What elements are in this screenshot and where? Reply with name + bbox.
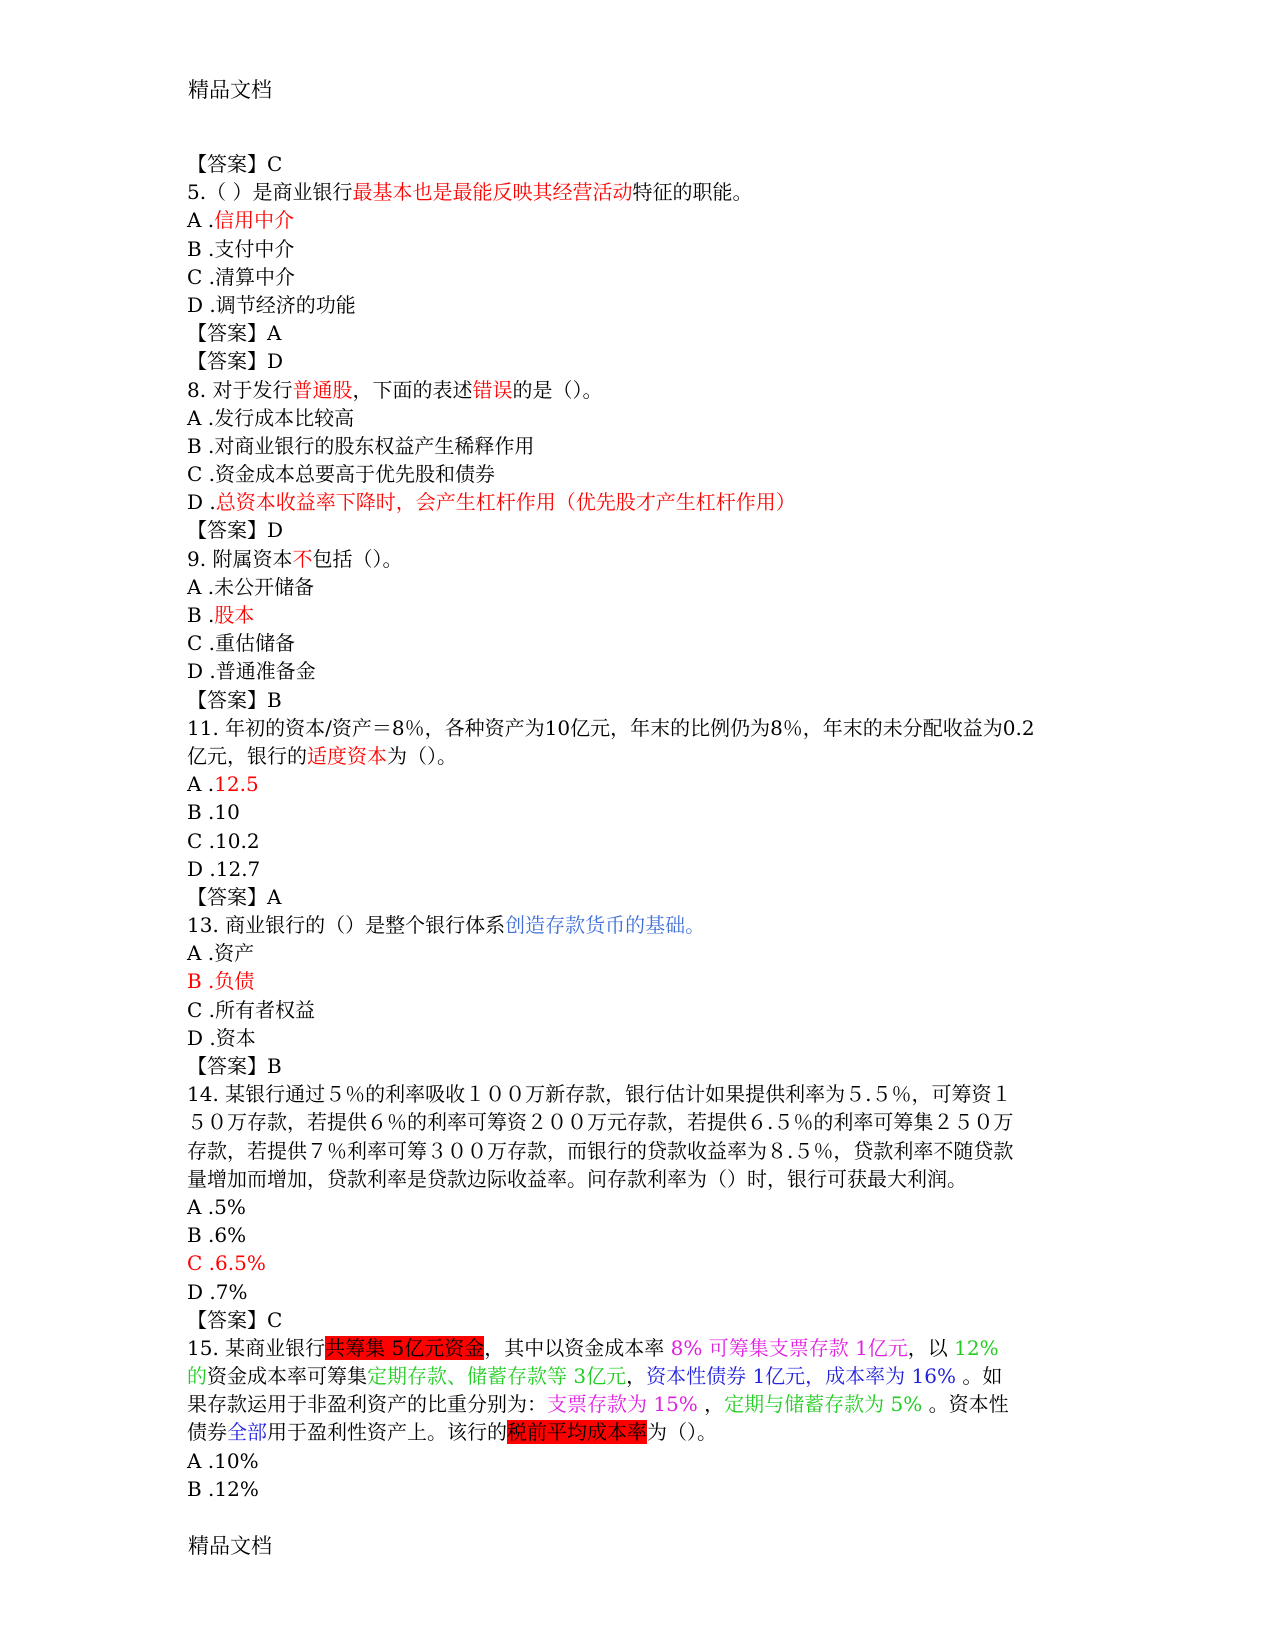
- text-line: [187, 911, 1092, 939]
- text-segment: 总资本收益率下降时，会产生杠杆作用（优先股才产生杠杆作用）: [215, 490, 796, 515]
- text-segment: A .10%: [187, 1448, 259, 1473]
- text-segment: 【答案】D: [187, 349, 284, 374]
- text-line: [187, 967, 1092, 995]
- text-segment: 12%: [954, 1335, 999, 1360]
- text-segment: ，以: [907, 1335, 955, 1360]
- text-segment: 普通股: [292, 377, 353, 402]
- text-segment: 14. 某银行通过５％的利率吸收１００万新存款，银行估计如果提供利率为５.５％，可筹资１: [187, 1082, 1012, 1107]
- text-line: [187, 1447, 1092, 1475]
- text-line: [187, 516, 1092, 544]
- text-segment: A .5%: [187, 1194, 246, 1219]
- text-segment: D .普通准备金: [187, 659, 316, 684]
- text-segment: 为（）。: [387, 743, 457, 768]
- text-line: [187, 460, 1092, 488]
- text-segment: 债券: [187, 1420, 227, 1445]
- text-line: [187, 883, 1092, 911]
- text-segment: 。如: [956, 1364, 1003, 1389]
- text-segment: 【答案】A: [187, 321, 282, 346]
- text-segment: 存款，若提供７％利率可筹３００万存款，而银行的贷款收益率为８.５％，贷款利率不随贷款: [187, 1138, 1014, 1163]
- text-segment: 包括（）。: [312, 546, 403, 571]
- text-segment: D .资本: [187, 1025, 256, 1050]
- text-segment: A .资产: [187, 941, 255, 966]
- text-segment: ，: [697, 1392, 725, 1417]
- text-segment: B .负债: [187, 969, 255, 994]
- text-segment: 5.（ ）是商业银行: [187, 180, 353, 205]
- text-segment: B .: [187, 603, 215, 627]
- text-line: [187, 1334, 1092, 1362]
- text-segment: 的: [187, 1364, 207, 1389]
- text-line: [187, 235, 1092, 263]
- text-line: [187, 855, 1092, 883]
- text-line: [187, 657, 1092, 685]
- text-line: [187, 1390, 1092, 1418]
- text-line: [187, 1475, 1092, 1503]
- text-segment: 果存款运用于非盈利资产的比重分别为：: [187, 1392, 547, 1417]
- text-line: [187, 1193, 1092, 1221]
- text-segment: 13. 商业银行的（）是整个银行体系: [187, 913, 506, 938]
- text-segment: 资金成本率可筹集: [207, 1364, 367, 1389]
- text-segment: B .10: [187, 800, 240, 825]
- text-segment: 信用中介: [214, 208, 295, 233]
- text-line: [187, 629, 1092, 657]
- text-line: [187, 432, 1092, 460]
- page-footer: 精品文档: [188, 1534, 272, 1558]
- text-line: [187, 404, 1092, 432]
- text-segment: C .清算中介: [187, 264, 296, 289]
- text-line: [187, 798, 1092, 826]
- text-line: [187, 488, 1092, 516]
- text-segment: 不: [292, 546, 313, 571]
- text-segment: ，其中以资金成本率: [484, 1335, 671, 1360]
- text-segment: A .发行成本比较高: [187, 405, 355, 430]
- text-segment: B .对商业银行的股东权益产生稀释作用: [187, 433, 535, 458]
- text-line: [187, 1418, 1092, 1446]
- text-segment: 定期存款、储蓄存款等 3亿元: [367, 1364, 627, 1389]
- text-segment: 股本: [214, 603, 255, 627]
- text-line: [187, 1108, 1092, 1136]
- text-line: [187, 291, 1092, 319]
- text-segment: 12.5: [214, 772, 259, 797]
- text-line: [187, 714, 1092, 742]
- text-line: [187, 827, 1092, 855]
- text-segment: C .资金成本总要高于优先股和债券: [187, 462, 496, 487]
- text-segment: ，下面的表述: [352, 377, 473, 402]
- text-segment: 【答案】C: [187, 1307, 283, 1332]
- text-line: [187, 1024, 1092, 1052]
- text-line: [187, 545, 1092, 573]
- text-segment: 8% 可筹集支票存款 1亿元: [670, 1335, 908, 1360]
- text-segment: 。资本性: [922, 1392, 1009, 1417]
- text-line: [187, 376, 1092, 404]
- text-line: [187, 1137, 1092, 1165]
- text-line: [187, 1249, 1092, 1277]
- text-segment: 的是（）。: [512, 377, 603, 402]
- text-segment: B .6%: [187, 1223, 247, 1248]
- text-line: [187, 742, 1092, 770]
- text-segment: B .12%: [187, 1476, 259, 1501]
- text-segment: A .: [187, 208, 215, 233]
- text-segment: 创造存款货币的基础。: [505, 913, 706, 938]
- text-segment: C .所有者权益: [187, 997, 316, 1022]
- text-line: [187, 178, 1092, 206]
- text-segment: 适度资本: [307, 743, 387, 768]
- text-segment: C .6.5%: [187, 1251, 266, 1276]
- text-line: [187, 601, 1092, 629]
- text-line: [187, 1221, 1092, 1249]
- page-header: 精品文档: [188, 78, 272, 102]
- text-segment: 量增加而增加，贷款利率是贷款边际收益率。问存款利率为（）时，银行可获最大利润。: [187, 1166, 967, 1191]
- text-segment: 【答案】A: [187, 884, 282, 909]
- text-segment: 税前平均成本率: [507, 1420, 647, 1445]
- text-line: [187, 686, 1092, 714]
- text-line: [187, 206, 1092, 234]
- text-segment: 11. 年初的资本/资产＝8％，各种资产为10亿元，年末的比例仍为8％，年末的未分配收益为0.2: [187, 715, 1035, 740]
- text-segment: A .未公开储备: [187, 574, 315, 599]
- text-line: [187, 1165, 1092, 1193]
- text-segment: 为（）。: [647, 1420, 717, 1445]
- document-body: [187, 150, 1092, 1503]
- text-segment: 错误: [472, 377, 513, 402]
- text-line: [187, 996, 1092, 1024]
- text-segment: C .10.2: [187, 828, 260, 853]
- text-line: [187, 319, 1092, 347]
- text-segment: 支票存款为 15%: [547, 1392, 698, 1417]
- text-segment: 【答案】B: [187, 1054, 282, 1078]
- text-segment: A .: [187, 772, 215, 797]
- text-segment: 全部: [227, 1420, 267, 1445]
- text-segment: 【答案】D: [187, 518, 284, 543]
- text-segment: D .12.7: [187, 856, 261, 881]
- text-line: [187, 770, 1092, 798]
- text-segment: C .重估储备: [187, 631, 296, 656]
- text-segment: D .: [187, 490, 216, 515]
- text-line: [187, 1362, 1092, 1390]
- text-line: [187, 1306, 1092, 1334]
- text-line: [187, 1052, 1092, 1080]
- text-line: [187, 1080, 1092, 1108]
- text-line: [187, 150, 1092, 178]
- text-segment: D .调节经济的功能: [187, 292, 356, 317]
- text-line: [187, 939, 1092, 967]
- text-segment: 9. 附属资本: [187, 546, 293, 571]
- text-segment: 特征的职能。: [632, 180, 753, 205]
- text-segment: ，: [626, 1364, 647, 1389]
- text-segment: 定期与储蓄存款为 5%: [724, 1392, 923, 1417]
- text-segment: 【答案】B: [187, 687, 282, 712]
- text-segment: 资本性债券 1亿元，成本率为 16%: [646, 1364, 956, 1389]
- text-line: [187, 1278, 1092, 1306]
- text-segment: 8. 对于发行: [187, 377, 293, 402]
- text-segment: 用于盈利性资产上。该行的: [267, 1420, 507, 1445]
- text-segment: 【答案】C: [187, 152, 283, 176]
- text-segment: B .支付中介: [187, 236, 295, 261]
- text-segment: 15. 某商业银行: [187, 1335, 326, 1360]
- text-line: [187, 347, 1092, 375]
- text-line: [187, 573, 1092, 601]
- text-segment: D .7%: [187, 1279, 248, 1304]
- text-segment: ５０万存款，若提供６％的利率可筹资２００万元存款，若提供６.５％的利率可筹集２５０万: [187, 1110, 1014, 1135]
- text-segment: 亿元，银行的: [187, 743, 307, 768]
- text-segment: 最基本也是最能反映其经营活动: [352, 180, 633, 205]
- text-segment: 共筹集 5亿元资金: [325, 1335, 485, 1360]
- text-line: [187, 263, 1092, 291]
